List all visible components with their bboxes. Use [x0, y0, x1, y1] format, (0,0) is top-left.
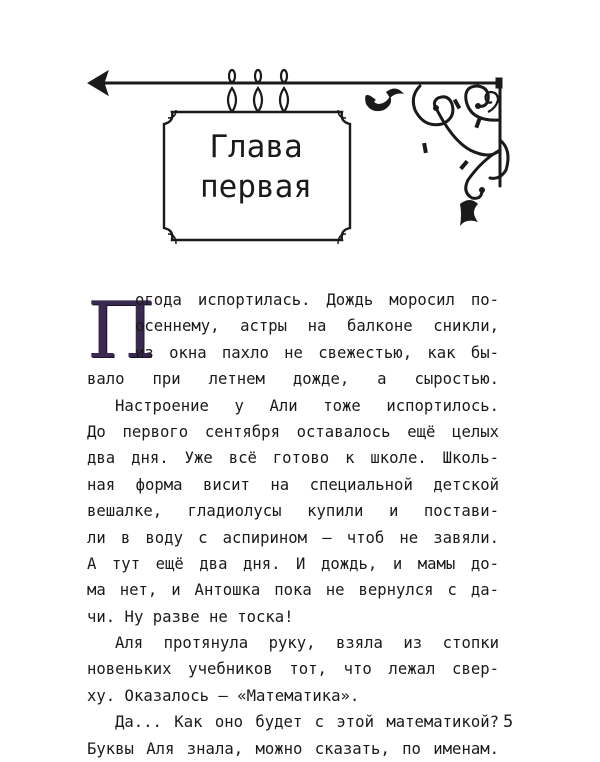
text-line: Настроение у Али тоже испортилось.: [115, 396, 499, 415]
text-line: вало при летнем дожде, а сыростью.: [87, 370, 499, 389]
paragraph-1-tail: [87, 366, 499, 392]
paragraph-2: [87, 393, 499, 631]
text-line: огода испортилась. Дождь моросил по-: [135, 291, 499, 309]
text-line: До первого сентября оставалось ещё целых: [87, 422, 499, 441]
text-line: новеньких учебников тот, что лежал свер-: [87, 660, 499, 679]
text-line: осеннему, астры на балконе сникли,: [135, 317, 499, 336]
chapter-title-line2: первая: [200, 169, 312, 205]
iron-bracket: [413, 83, 508, 198]
chapter-title: [158, 127, 354, 207]
paragraph-1: [87, 287, 499, 366]
text-line: вешалке, гладиолусы купили и постави-: [87, 502, 499, 521]
arrow-rod: [88, 71, 502, 95]
text-line: ма нет, и Антошка пока не вернулся с да-: [87, 581, 499, 600]
drop-cap: П: [87, 286, 156, 376]
page-number: 5: [503, 712, 514, 732]
text-line: А тут ещё два дня. И дождь, и мамы до-: [87, 554, 499, 573]
text-line: два дня. Уже всё готово к школе. Школь-: [87, 449, 499, 468]
text-line: чи. Ну разве не тоска!: [87, 607, 294, 626]
text-line: из окна пахло не свежестью, как бы-: [135, 343, 499, 362]
text-line: ная форма висит на специальной детской: [87, 475, 499, 494]
chapter-title-line1: Глава: [209, 129, 303, 165]
text-line: Да... Как оно будет с этой математикой?: [115, 713, 499, 732]
hanging-rings: [228, 70, 288, 112]
text-line: ху. Оказалось — «Математика».: [87, 686, 360, 705]
text-line: Буквы Аля знала, можно сказать, по именам.: [87, 739, 499, 758]
text-line: ли в воду с аспирином — чтоб не завяли.: [87, 528, 499, 547]
bracket-leaves: [365, 88, 485, 226]
body-text: [87, 287, 499, 762]
text-line: Аля протянула руку, взяла из стопки: [115, 634, 499, 653]
paragraph-3: [87, 630, 499, 709]
paragraph-4: [87, 709, 499, 762]
